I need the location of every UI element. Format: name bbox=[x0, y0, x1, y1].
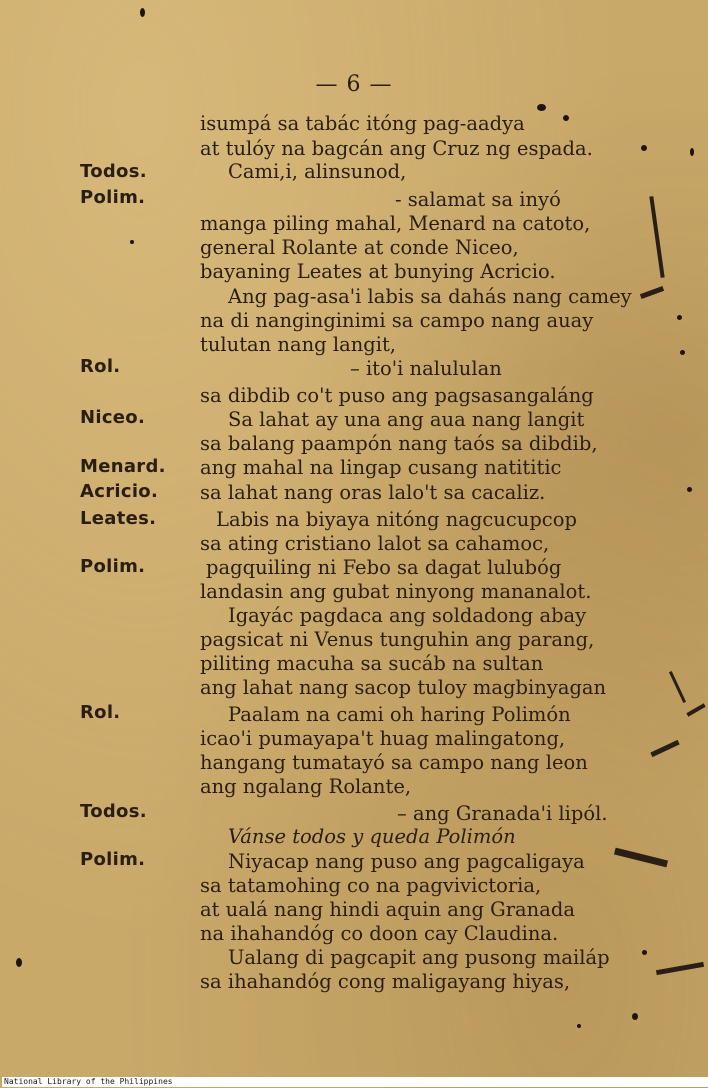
verse-line: Cami,i, alinsunod, bbox=[228, 160, 407, 183]
verse-line: ang ngalang Rolante, bbox=[200, 775, 412, 798]
verse-line: sa lahat nang oras lalo't sa cacaliz. bbox=[200, 481, 546, 504]
verse-line: pagquiling ni Febo sa dagat lulubóg bbox=[206, 556, 562, 579]
ink-spot bbox=[140, 8, 145, 17]
speaker-name: Rol. bbox=[80, 356, 121, 377]
speaker-name: Todos. bbox=[80, 161, 147, 182]
speaker-name: Polim. bbox=[80, 849, 146, 870]
verse-line: sa tatamohing co na pagvivictoria, bbox=[200, 874, 542, 897]
ink-stroke bbox=[640, 286, 664, 299]
speaker-name: Acricio. bbox=[80, 481, 159, 502]
ink-stroke bbox=[686, 703, 705, 716]
ink-spot bbox=[16, 958, 22, 967]
verse-line: Labis na biyaya nitóng nagcucupcop bbox=[216, 508, 577, 531]
verse-line: at tulóy na bagcán ang Cruz ng espada. bbox=[200, 137, 593, 160]
verse-line: Ualang di pagcapit ang pusong mailáp bbox=[228, 946, 610, 969]
verse-line: piliting macuha sa sucáb na sultan bbox=[200, 652, 544, 675]
verse-line: – ito'i nalululan bbox=[350, 357, 502, 380]
verse-line: - salamat sa inyó bbox=[395, 188, 561, 211]
ink-spot bbox=[687, 487, 692, 492]
verse-line: – ang Granada'i lipól. bbox=[397, 802, 608, 825]
ink-stroke bbox=[669, 671, 686, 703]
ink-stroke bbox=[614, 848, 668, 868]
verse-line: at ualá nang hindi aquin ang Granada bbox=[200, 898, 575, 921]
verse-line: sa dibdib co't puso ang pagsasangaláng bbox=[200, 384, 594, 407]
verse-line: manga piling mahal, Menard na catoto, bbox=[200, 212, 591, 235]
verse-line: sa ating cristiano lalot sa cahamoc, bbox=[200, 532, 550, 555]
verse-line: tulutan nang langit, bbox=[200, 333, 397, 356]
speaker-name: Todos. bbox=[80, 801, 147, 822]
ink-spot bbox=[641, 145, 647, 151]
ink-spot bbox=[690, 148, 694, 156]
footer-credit: National Library of the Philippines bbox=[2, 1077, 708, 1087]
verse-line: na ihahandóg co doon cay Claudina. bbox=[200, 922, 559, 945]
ink-spot bbox=[577, 1024, 581, 1028]
ink-spot bbox=[537, 104, 546, 111]
speaker-name: Leates. bbox=[80, 508, 157, 529]
ink-spot bbox=[130, 240, 134, 244]
verse-line: hangang tumatayó sa campo nang leon bbox=[200, 751, 588, 774]
speaker-name: Polim. bbox=[80, 556, 146, 577]
verse-line: ang lahat nang sacop tuloy magbinyagan bbox=[200, 676, 607, 699]
verse-line: isumpá sa tabác itóng pag-aadya bbox=[200, 112, 525, 135]
verse-line: icao'i pumayapa't huag malingatong, bbox=[200, 727, 566, 750]
verse-line: pagsicat ni Venus tunguhin ang parang, bbox=[200, 628, 595, 651]
verse-line: Paalam na cami oh haring Polimón bbox=[228, 703, 571, 726]
ink-spot bbox=[677, 315, 682, 320]
page-number: — 6 — bbox=[315, 72, 393, 97]
verse-line: Ang pag-asa'i labis sa dahás nang camey bbox=[228, 285, 632, 308]
ink-stroke bbox=[649, 196, 664, 278]
ink-stroke bbox=[656, 962, 704, 975]
verse-line: ang mahal na lingap cusang natititic bbox=[200, 456, 562, 479]
speaker-name: Polim. bbox=[80, 187, 146, 208]
ink-spot bbox=[680, 350, 685, 355]
verse-line: Sa lahat ay una ang aua nang langit bbox=[228, 408, 585, 431]
verse-line: sa balang paampón nang taós sa dibdib, bbox=[200, 432, 598, 455]
verse-line: sa ihahandóg cong maligayang hiyas, bbox=[200, 970, 571, 993]
verse-line: na di nanginginimi sa campo nang auay bbox=[200, 309, 594, 332]
speaker-name: Niceo. bbox=[80, 407, 146, 428]
ink-spot bbox=[642, 950, 647, 955]
verse-line: general Rolante at conde Niceo, bbox=[200, 236, 519, 259]
ink-stroke bbox=[650, 740, 679, 757]
verse-line: Igayác pagdaca ang soldadong abay bbox=[228, 604, 587, 627]
verse-line: Niyacap nang puso ang pagcaligaya bbox=[228, 850, 585, 873]
verse-line: bayaning Leates at bunying Acricio. bbox=[200, 260, 556, 283]
speaker-name: Rol. bbox=[80, 702, 121, 723]
speaker-name: Menard. bbox=[80, 456, 166, 477]
stage-direction: Vánse todos y queda Polimón bbox=[228, 825, 516, 848]
ink-spot bbox=[563, 115, 569, 121]
verse-line: landasin ang gubat ninyong mananalot. bbox=[200, 580, 592, 603]
ink-spot bbox=[632, 1013, 638, 1020]
